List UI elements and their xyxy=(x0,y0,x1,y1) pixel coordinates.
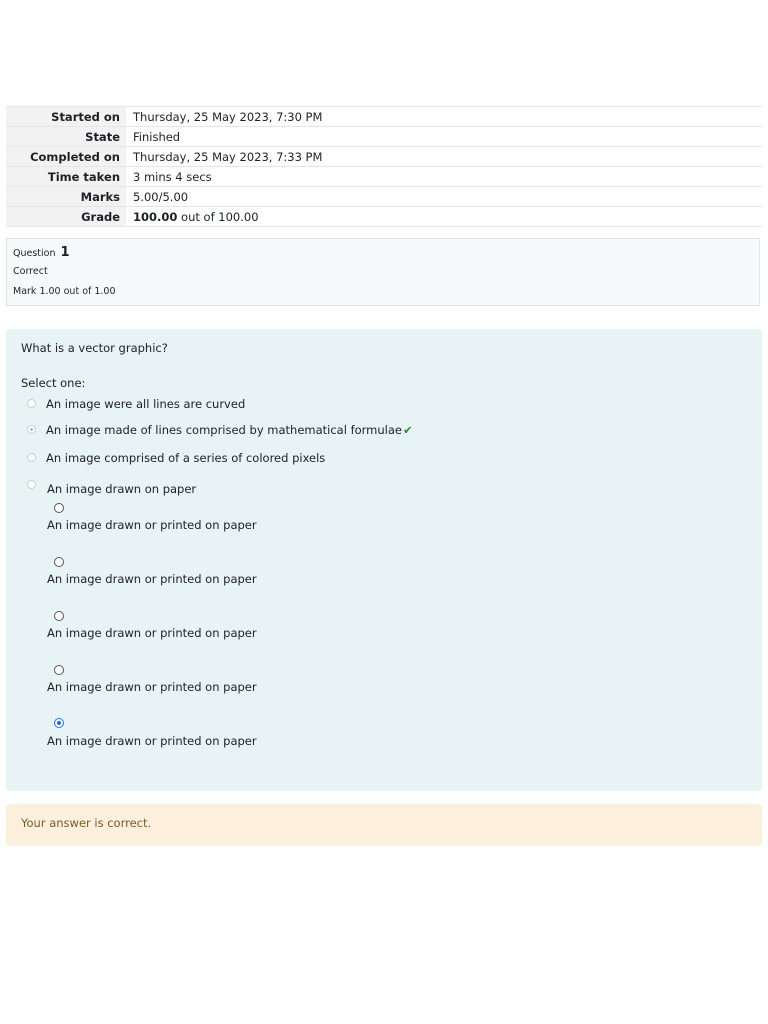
answer-option[interactable] xyxy=(27,450,325,466)
radio-button[interactable] xyxy=(54,665,64,675)
answer-option-label: An image made of lines comprised by mathematical formulae xyxy=(46,423,402,437)
answer-option-label: An image comprised of a series of colored pixels xyxy=(46,451,326,465)
summary-value: Thursday, 25 May 2023, 7:30 PM xyxy=(126,107,762,127)
summary-row-state xyxy=(6,127,762,147)
summary-row-grade xyxy=(6,207,762,227)
grade-score: 100.00 xyxy=(133,209,178,224)
summary-label: State xyxy=(6,127,126,147)
sub-option-label: An image drawn or printed on paper xyxy=(47,518,257,532)
question-info-box xyxy=(6,238,760,306)
question-state: Correct xyxy=(13,266,48,277)
question-number: 1 xyxy=(60,245,70,260)
select-one-prompt: Select one: xyxy=(21,376,86,390)
attempt-summary-table xyxy=(6,106,762,227)
question-number-line xyxy=(13,244,753,262)
radio-button[interactable] xyxy=(54,611,64,621)
feedback-text: Your answer is correct. xyxy=(21,816,152,830)
answer-option[interactable] xyxy=(27,396,245,412)
answer-option-label: An image drawn on paper xyxy=(47,482,197,496)
question-mark: Mark 1.00 out of 1.00 xyxy=(13,286,116,297)
radio-disabled xyxy=(27,399,36,408)
summary-value: 5.00/5.00 xyxy=(126,187,762,207)
grade-out-of: out of 100.00 xyxy=(181,209,259,224)
summary-row-marks xyxy=(6,187,762,207)
radio-disabled xyxy=(27,480,36,489)
summary-row-started xyxy=(6,107,762,127)
question-text: What is a vector graphic? xyxy=(21,341,168,355)
radio-disabled xyxy=(27,453,36,462)
summary-row-completed xyxy=(6,147,762,167)
question-label: Question xyxy=(13,248,56,259)
summary-label: Time taken xyxy=(6,167,126,187)
radio-button-selected[interactable] xyxy=(54,718,64,728)
sub-option-label: An image drawn or printed on paper xyxy=(47,626,257,640)
feedback-box xyxy=(6,804,762,846)
summary-label: Started on xyxy=(6,107,126,127)
radio-button[interactable] xyxy=(54,503,64,513)
answer-option-label: An image were all lines are curved xyxy=(46,397,246,411)
summary-value xyxy=(126,207,762,227)
answer-option[interactable] xyxy=(27,477,46,493)
summary-label: Marks xyxy=(6,187,126,207)
summary-value: Thursday, 25 May 2023, 7:33 PM xyxy=(126,147,762,167)
radio-button[interactable] xyxy=(54,557,64,567)
summary-label: Completed on xyxy=(6,147,126,167)
summary-label: Grade xyxy=(6,207,126,227)
summary-row-time-taken xyxy=(6,167,762,187)
sub-option-label: An image drawn or printed on paper xyxy=(47,734,257,748)
radio-checked-disabled xyxy=(27,425,36,434)
sub-option-label: An image drawn or printed on paper xyxy=(47,572,257,586)
correct-check-icon: ✔ xyxy=(403,423,413,437)
sub-option-label: An image drawn or printed on paper xyxy=(47,680,257,694)
question-content xyxy=(6,329,762,791)
summary-value: Finished xyxy=(126,127,762,147)
answer-option-correct[interactable] xyxy=(27,422,413,438)
summary-value: 3 mins 4 secs xyxy=(126,167,762,187)
